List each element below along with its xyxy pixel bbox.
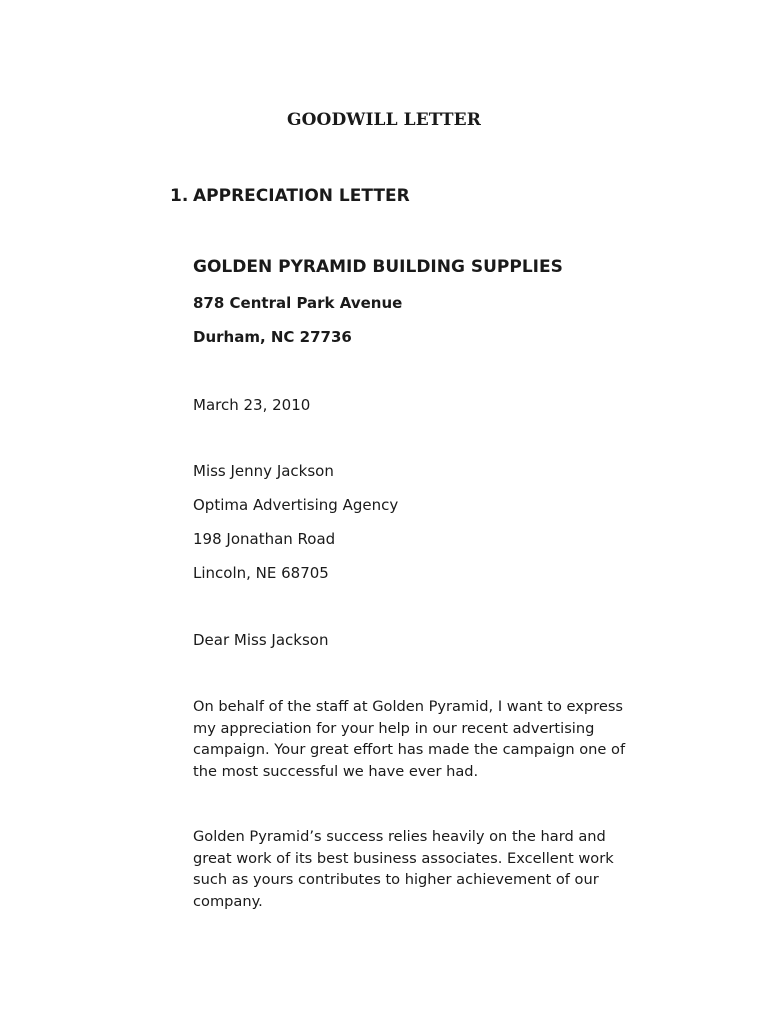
recipient-street: 198 Jonathan Road (193, 530, 336, 548)
recipient-company: Optima Advertising Agency (193, 496, 399, 514)
paragraph-line: company. (193, 892, 263, 910)
paragraph-line: the most successful we have ever had. (193, 762, 479, 780)
sender-address-line1: 878 Central Park Avenue (193, 294, 403, 312)
section-title: APPRECIATION LETTER (193, 186, 410, 206)
sender-address-line2: Durham, NC 27736 (193, 328, 352, 346)
paragraph-line: great work of its best business associates. Excellent work (193, 849, 614, 867)
paragraph-line: such as yours contributes to higher achievement of our (193, 871, 599, 888)
paragraph-line: On behalf of the staff at Golden Pyramid, I want to express (193, 698, 624, 715)
recipient-name: Miss Jenny Jackson (193, 462, 334, 480)
salutation: Dear Miss Jackson (193, 631, 329, 649)
paragraph-line: campaign. Your great effort has made the campaign one of (193, 741, 626, 758)
body-paragraph-2 (193, 826, 673, 912)
sender-company: GOLDEN PYRAMID BUILDING SUPPLIES (193, 257, 563, 277)
paragraph-line: Golden Pyramid’s success relies heavily on the hard and (193, 828, 606, 845)
letter-date: March 23, 2010 (193, 396, 311, 414)
recipient-city: Lincoln, NE 68705 (193, 564, 329, 582)
section-number: 1. (170, 186, 189, 206)
body-paragraph-1 (193, 696, 673, 782)
paragraph-line: my appreciation for your help in our recent advertising (193, 719, 595, 737)
document-title: GOODWILL LETTER (287, 110, 481, 130)
